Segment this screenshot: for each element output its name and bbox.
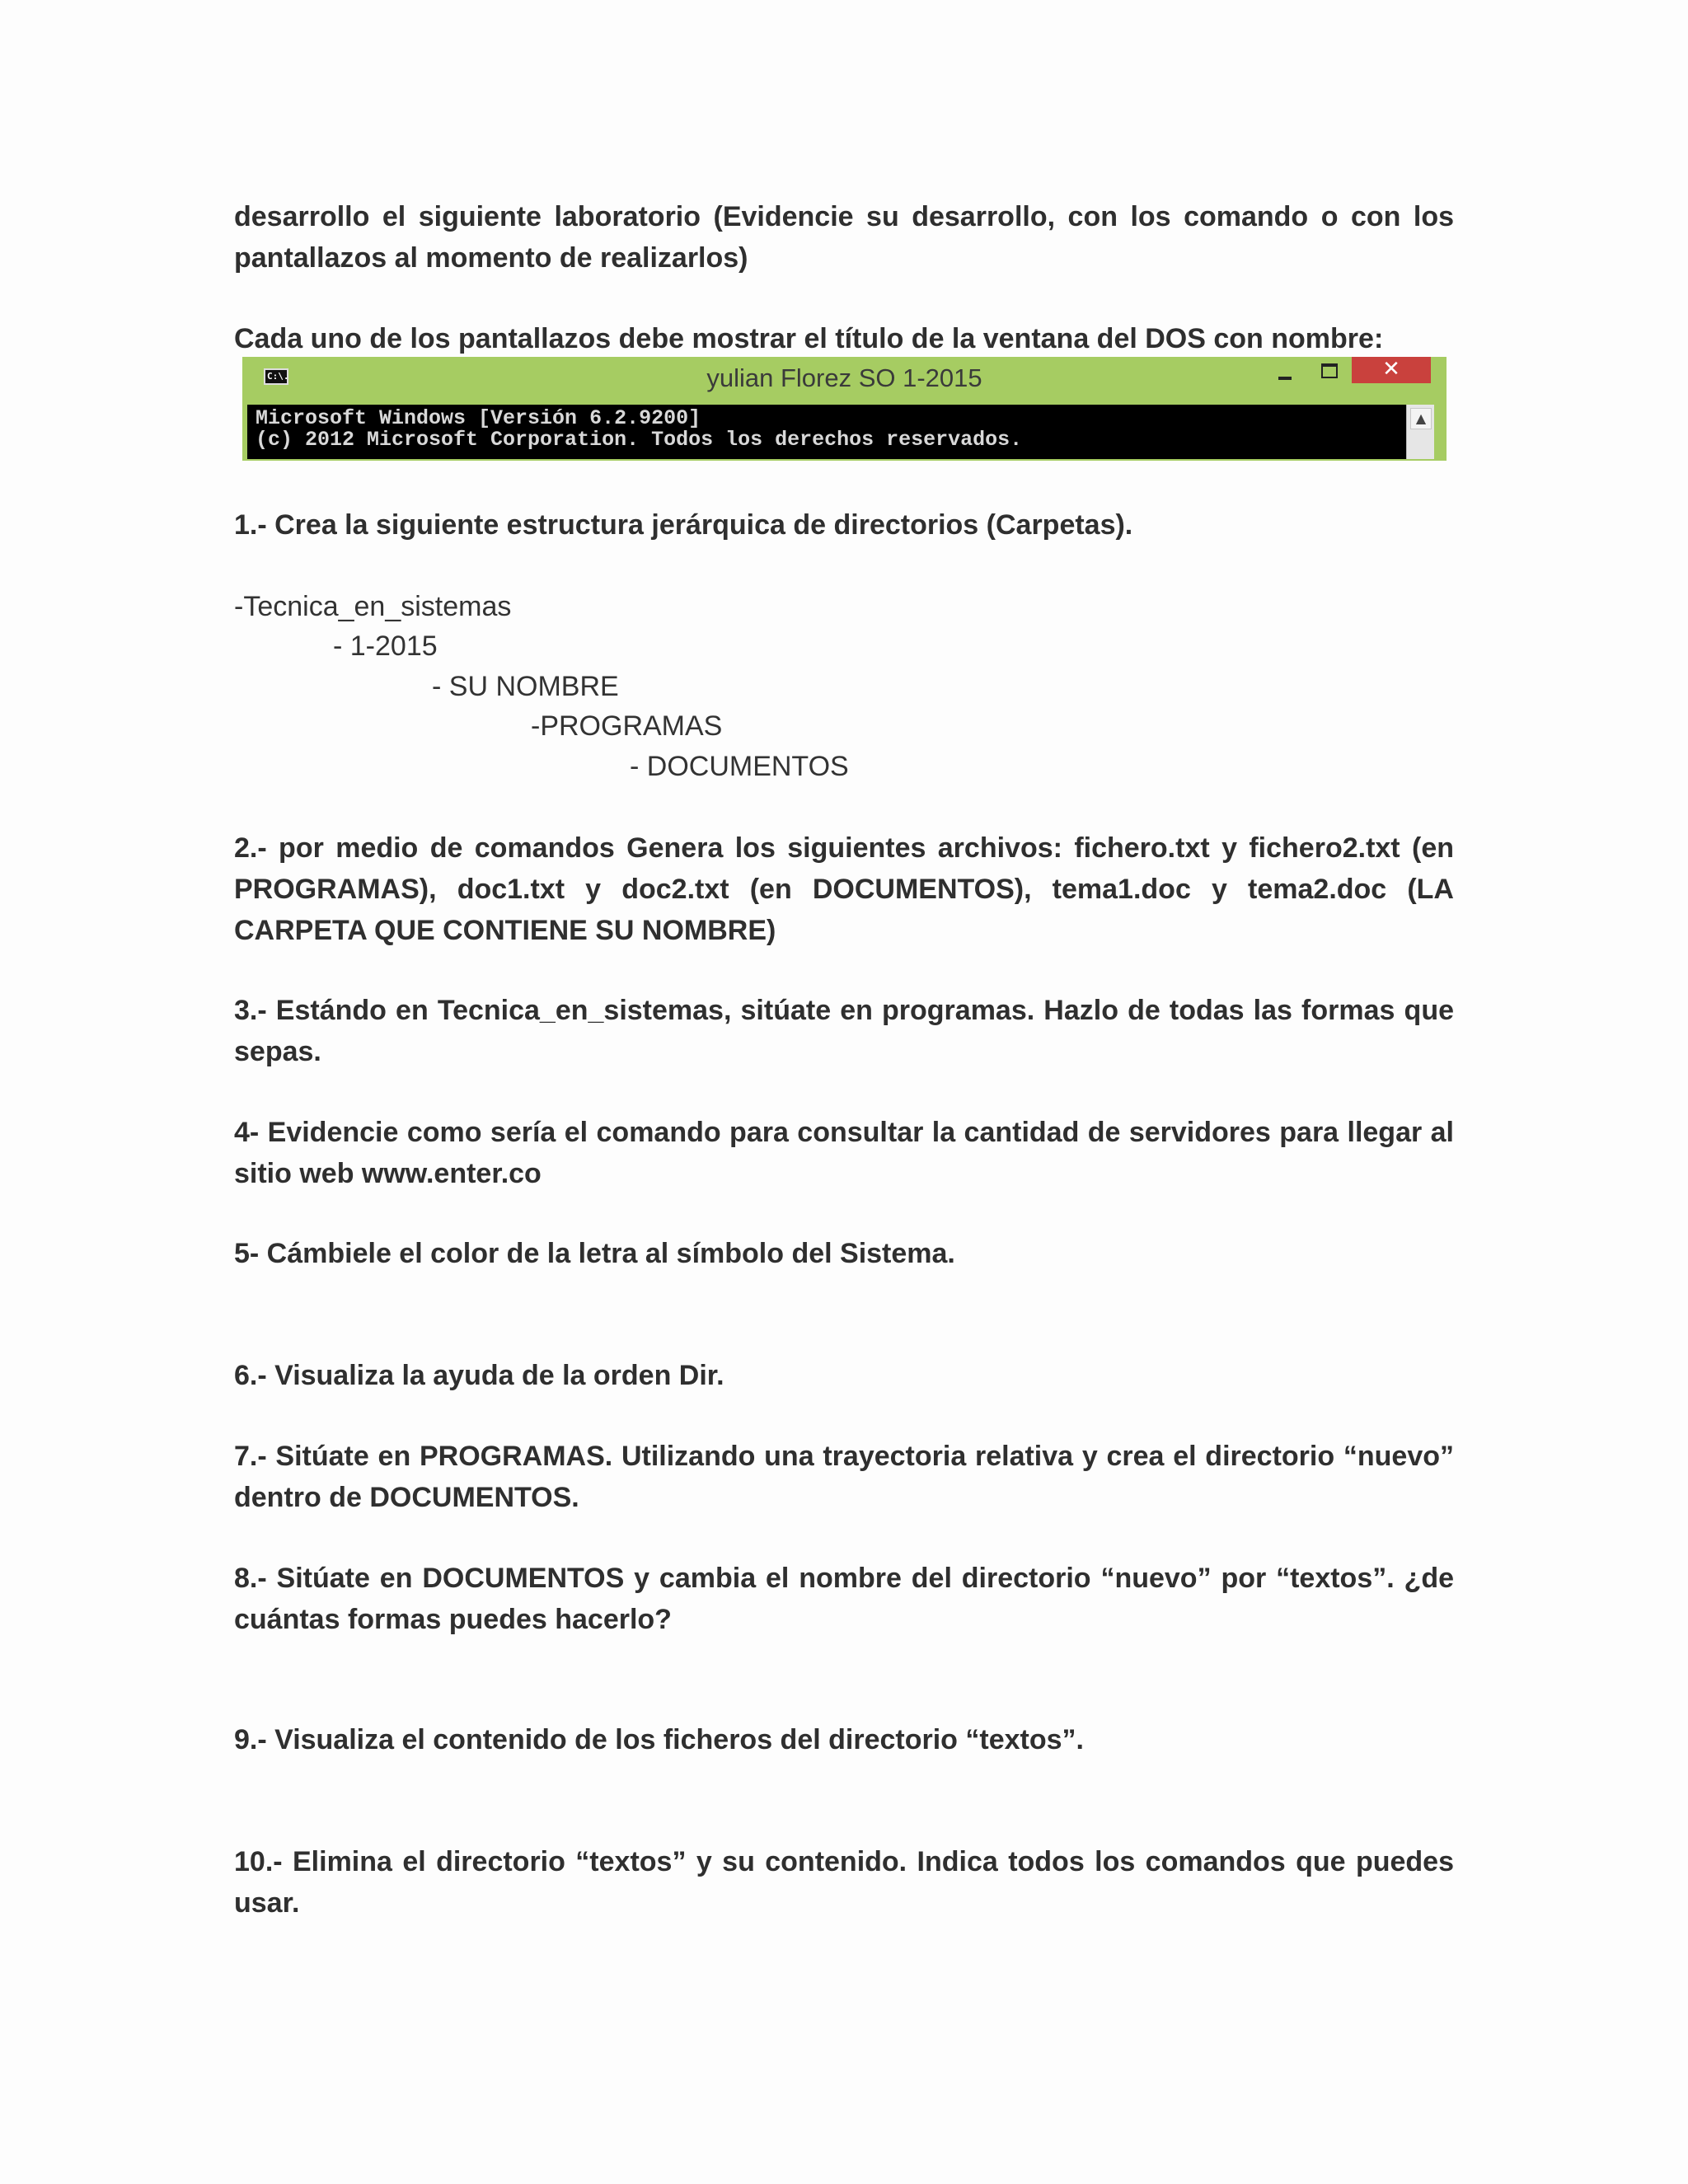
question-1: 1.- Crea la siguiente estructura jerárquica de directorios (Carpetas). bbox=[234, 509, 1133, 541]
cmd-icon: C:\. bbox=[264, 368, 288, 385]
close-icon[interactable]: ✕ bbox=[1352, 357, 1431, 383]
window-instruction: Cada uno de los pantallazos debe mostrar el título de la ventana del DOS con nombre: bbox=[234, 323, 1384, 354]
console-line: Microsoft Windows [Versión 6.2.9200] bbox=[256, 406, 701, 430]
question-3: 3.- Estándo en Tecnica_en_sistemas, sitúate en programas. Hazlo de todas las formas que sepas. bbox=[234, 995, 1454, 1067]
question-7: 7.- Sitúate en PROGRAMAS. Utilizando una trayectoria relativa y crea el directorio “nuevo” dentro de DOCUMENTOS. bbox=[234, 1441, 1454, 1513]
console-window-screenshot bbox=[242, 357, 1447, 461]
question-8: 8.- Sitúate en DOCUMENTOS y cambia el nombre del directorio “nuevo” por “textos”. ¿de cuántas formas puedes hacerlo? bbox=[234, 1563, 1454, 1635]
console-output bbox=[247, 405, 1406, 459]
console-scrollbar[interactable] bbox=[1406, 405, 1434, 459]
maximize-icon[interactable] bbox=[1316, 360, 1341, 380]
question-10: 10.- Elimina el directorio “textos” y su contenido. Indica todos los comandos que puedes usar. bbox=[234, 1846, 1454, 1919]
tree-item-level1: - 1-2015 bbox=[333, 630, 438, 662]
question-9: 9.- Visualiza el contenido de los ficheros del directorio “textos”. bbox=[234, 1724, 1084, 1755]
tree-item-level4: - DOCUMENTOS bbox=[630, 751, 849, 782]
intro-paragraph: desarrollo el siguiente laboratorio (Evidencie su desarrollo, con los comando o con los pantallazos al momento de realizarlos) bbox=[234, 201, 1454, 274]
console-line: (c) 2012 Microsoft Corporation. Todos los derechos reservados. bbox=[256, 428, 1023, 452]
console-window-title: yulian Florez SO 1-2015 bbox=[706, 363, 982, 392]
tree-item-level2: - SU NOMBRE bbox=[432, 671, 619, 702]
question-5: 5- Cámbiele el color de la letra al símbolo del Sistema. bbox=[234, 1238, 955, 1269]
question-4: 4- Evidencie como sería el comando para consultar la cantidad de servidores para llegar al sitio web www.enter.co bbox=[234, 1117, 1454, 1189]
tree-item-root: -Tecnica_en_sistemas bbox=[234, 591, 512, 622]
question-6: 6.- Visualiza la ayuda de la orden Dir. bbox=[234, 1360, 724, 1391]
scroll-up-arrow-icon[interactable]: ▲ bbox=[1410, 408, 1432, 429]
tree-item-level3: -PROGRAMAS bbox=[531, 710, 723, 742]
question-2: 2.- por medio de comandos Genera los siguientes archivos: fichero.txt y fichero2.txt (en PROGRAMAS), doc1.txt y doc2.txt (en DOCUMENTOS), tema1.doc y tema2.doc (LA CARPETA QUE CONTIENE SU NOMBRE) bbox=[234, 832, 1454, 946]
minimize-icon[interactable] bbox=[1273, 363, 1297, 383]
